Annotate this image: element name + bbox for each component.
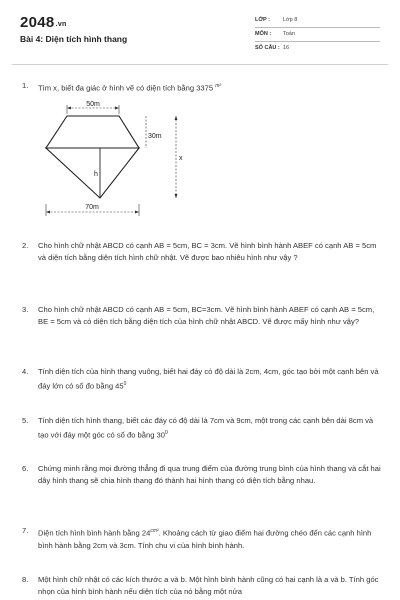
x-dimension <box>168 116 188 200</box>
meta-divider <box>255 41 380 42</box>
polygon-figure <box>36 96 166 221</box>
label-x: x <box>179 155 183 162</box>
logo-domain: .vn <box>55 21 67 28</box>
label-h: h <box>94 171 98 178</box>
question-2: 2. Cho hình chữ nhật ABCD có cạnh AB = 5cm, BC = 3cm. Vẽ hình bình hành ABEF có cạnh AB = 5cm và diện tích bằng diện tích hình chữ nhật. Vẽ được bao nhiêu hình như vậy ? <box>22 241 377 262</box>
question-7: 7. Diện tích hình bình hành bằng $24^{cm^2}$. Khoảng cách từ giao điểm hai đường chéo đến các cạnh hình bình hành bằng 2cm và 3cm. Tính chu vi của hình bình hành. <box>22 526 372 550</box>
meta-subject: MÔN : Toán <box>255 31 295 37</box>
meta-count: SỐ CÂU : 16 <box>255 45 290 51</box>
label-50m: 50m <box>86 101 100 108</box>
trapezoid-shape <box>46 116 139 148</box>
site-logo[interactable] <box>20 14 67 31</box>
header-divider <box>12 64 388 65</box>
arrow-head <box>46 211 50 214</box>
question-4: 4. Tính diện tích của hình thang vuông, biết hai đáy có độ dài là 2cm, 4cm, góc tạo bởi một cạnh bên và đáy lớn có số đo bằng $45^0$ <box>22 367 379 391</box>
question-5: 5. Tính diện tích hình thang, biết các đáy có độ dài là 7cm và 9cm, một trong các cạnh bên dài 8cm và tạo với đáy một góc có số đo bằng $30^0$ <box>22 416 374 440</box>
label-30m: 30m <box>148 133 162 140</box>
arrow-head <box>135 211 139 214</box>
label-70m: 70m <box>85 204 99 211</box>
meta-divider <box>255 27 380 28</box>
page-header <box>0 0 400 66</box>
question-3: 3. Cho hình chữ nhật ABCD có cạnh AB = 5cm, BC=3cm. Vẽ hình bình hành ABEF có cạnh AB = 5cm, BE = 5cm và có diện tích bằng diện tích của hình chữ nhật ABCD. Vẽ được mấy hình như vậy? <box>22 305 375 326</box>
lesson-title: Bài 4: Diện tích hình thang <box>20 34 128 44</box>
triangle-shape <box>46 148 139 198</box>
meta-class: LỚP : Lớp 8 <box>255 17 298 23</box>
question-6: 6. Chứng minh rằng mọi đường thẳng đi qua trung điểm của đường trung bình của hình thang và cắt hai dây hình thang sẽ chia hình thang đó thành hai hình thang có diện tích bằng nhau. <box>22 464 381 485</box>
question-1: 1. Tìm x, biết đa giác ở hình vẽ có diện tích bằng 3375 $^{m^2}$ <box>22 81 222 93</box>
logo-text: 2048 <box>20 14 55 31</box>
arrow-head <box>175 194 178 198</box>
question-8: 8. Một hình chữ nhật có các kích thước a và b. Một hình bình hành cũng có hai cạnh là a và b. Tính góc nhọn của hình bình hành nếu diện tích của nó bằng một nửa <box>22 575 379 596</box>
arrow-head <box>115 107 119 110</box>
arrow-head <box>175 116 178 120</box>
arrow-head <box>67 107 71 110</box>
